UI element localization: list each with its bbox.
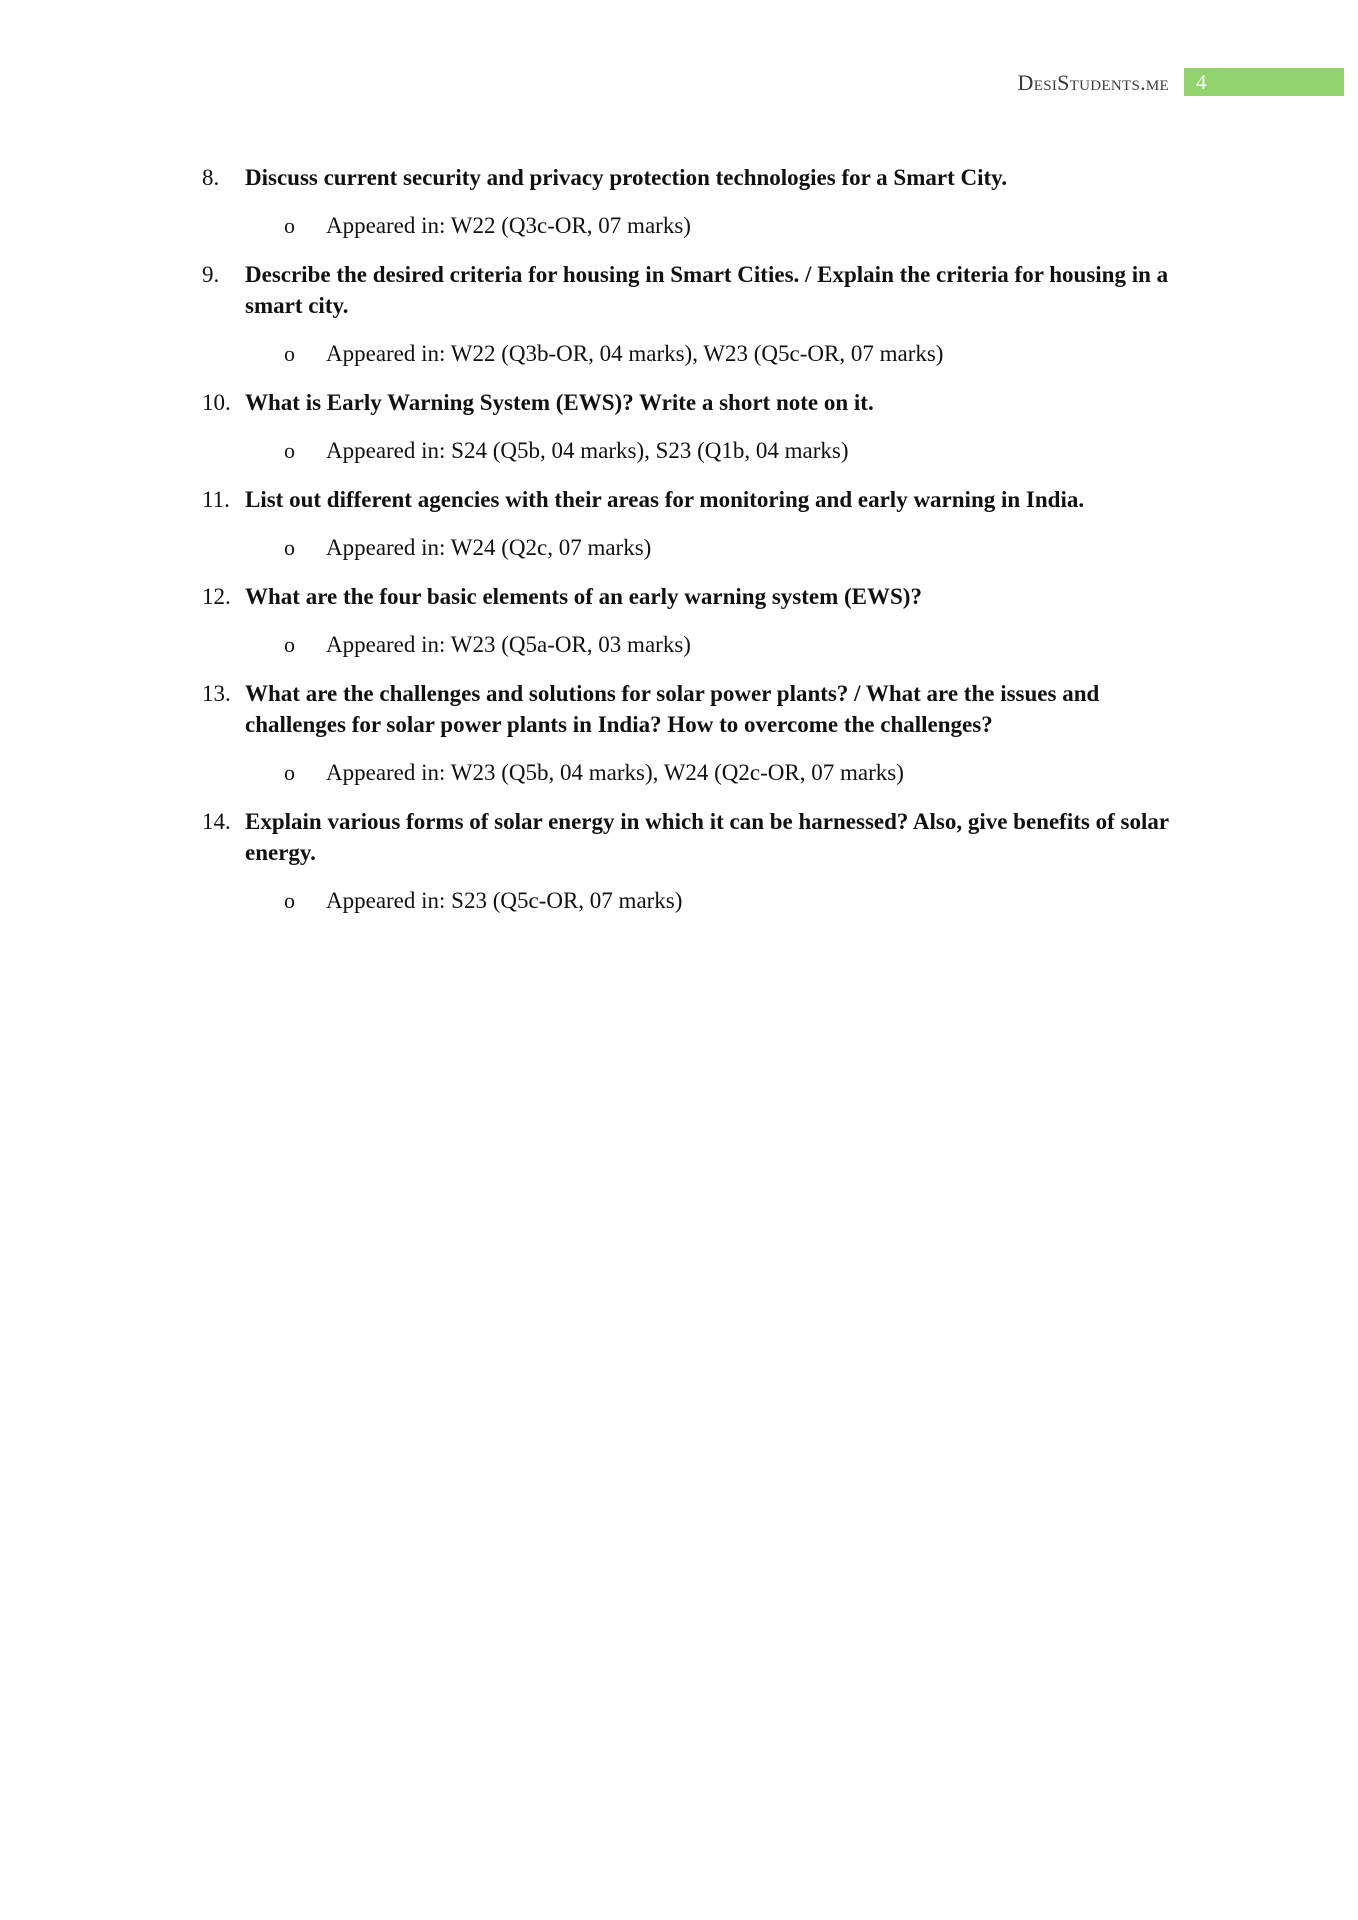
appeared-in-entry (0, 629, 1358, 660)
bullet-marker: o (284, 213, 295, 238)
appeared-in-entry (0, 210, 1358, 241)
question-item (0, 484, 1358, 563)
question-text: What are the challenges and solutions for solar power plants? / What are the issues and challenges for solar power plants in India? How to overcome the challenges? (245, 681, 1100, 737)
appeared-in-text: Appeared in: S24 (Q5b, 04 marks), S23 (Q1b, 04 marks) (326, 438, 849, 463)
question-number: 8. (202, 165, 220, 190)
bullet-marker: o (284, 632, 295, 657)
bullet-marker: o (284, 888, 295, 913)
question-item (0, 806, 1358, 916)
site-name: DesiStudents.me (1017, 70, 1169, 95)
question-item (0, 162, 1358, 241)
bullet-marker: o (284, 760, 295, 785)
question-item (0, 581, 1358, 660)
question-text: Describe the desired criteria for housing in Smart Cities. / Explain the criteria for housing in a smart city. (245, 262, 1169, 318)
question-text: What is Early Warning System (EWS)? Write a short note on it. (245, 390, 874, 415)
question-item (0, 259, 1358, 369)
question-number: 10. (202, 390, 231, 415)
appeared-in-entry (0, 532, 1358, 563)
question-number: 9. (202, 262, 220, 287)
question-text: List out different agencies with their areas for monitoring and early warning in India. (245, 487, 1085, 512)
bullet-marker: o (284, 341, 295, 366)
bullet-marker: o (284, 535, 295, 560)
question-item (0, 387, 1358, 466)
question-text: Explain various forms of solar energy in which it can be harnessed? Also, give benefits of solar energy. (245, 809, 1169, 865)
page-header (0, 68, 1358, 96)
appeared-in-entry (0, 885, 1358, 916)
appeared-in-text: Appeared in: W23 (Q5a-OR, 03 marks) (326, 632, 691, 657)
question-number: 11. (202, 487, 230, 512)
question-list (0, 162, 1358, 916)
appeared-in-text: Appeared in: W23 (Q5b, 04 marks), W24 (Q2c-OR, 07 marks) (326, 760, 904, 785)
question-number: 13. (202, 681, 231, 706)
appeared-in-entry (0, 435, 1358, 466)
appeared-in-text: Appeared in: W22 (Q3b-OR, 04 marks), W23 (Q5c-OR, 07 marks) (326, 341, 944, 366)
question-number: 14. (202, 809, 231, 834)
question-item (0, 678, 1358, 788)
question-text: What are the four basic elements of an early warning system (EWS)? (245, 584, 922, 609)
appeared-in-text: Appeared in: W24 (Q2c, 07 marks) (326, 535, 652, 560)
appeared-in-text: Appeared in: S23 (Q5c-OR, 07 marks) (326, 888, 683, 913)
page-number-badge (1184, 68, 1344, 96)
appeared-in-entry (0, 757, 1358, 788)
question-text: Discuss current security and privacy protection technologies for a Smart City. (245, 165, 1008, 190)
bullet-marker: o (284, 438, 295, 463)
appeared-in-text: Appeared in: W22 (Q3c-OR, 07 marks) (326, 213, 691, 238)
page-number: 4 (1196, 70, 1207, 94)
appeared-in-entry (0, 338, 1358, 369)
question-number: 12. (202, 584, 231, 609)
